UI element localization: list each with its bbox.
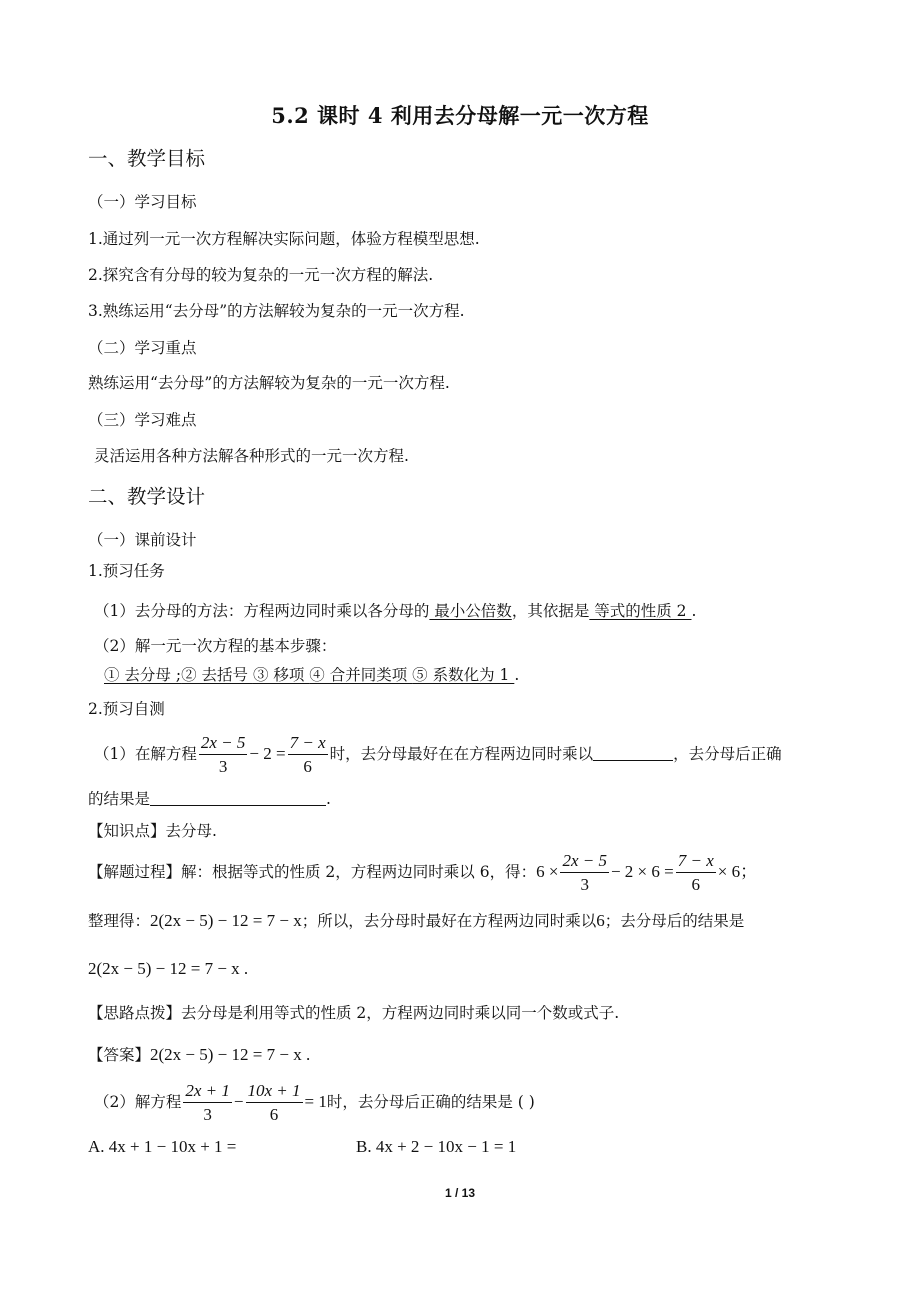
preview-item-2: （2）解一元一次方程的基本步骤： bbox=[94, 637, 337, 655]
result-equation: 2(2x − 5) − 12 = 7 − x . bbox=[88, 959, 249, 978]
process-frac1-denominator: 3 bbox=[580, 875, 589, 894]
q1-suffix-2: ，去分母后正确 bbox=[673, 745, 782, 763]
q2-frac2-denominator: 6 bbox=[269, 1105, 279, 1124]
process-fraction-1 bbox=[560, 851, 609, 895]
section-heading-design: 二、教学设计 bbox=[88, 485, 206, 508]
answer-equation: 2(2x − 5) − 12 = 7 − x . bbox=[150, 1045, 311, 1064]
q2-prefix: （2）解方程 bbox=[94, 1093, 182, 1111]
simplify-end: ；去分母后的结果是 bbox=[604, 912, 745, 930]
subheading-pre-class: （一）课前设计 bbox=[88, 531, 197, 549]
subheading-key-points: （二）学习重点 bbox=[88, 339, 197, 357]
step-item: ① 去分母 ; bbox=[104, 666, 182, 684]
subheading-learning-goals: （一）学习目标 bbox=[88, 193, 197, 211]
answer-blank bbox=[150, 789, 326, 806]
step-item: ④ 合并同类项 bbox=[309, 666, 413, 684]
q1-frac1-numerator: 2x − 5 bbox=[199, 733, 248, 755]
q1-frac2-numerator: 7 − x bbox=[288, 733, 328, 755]
q2-fraction-1 bbox=[183, 1081, 232, 1125]
item1-prefix: （1）去分母的方法：方程两边同时乘以各分母的 bbox=[94, 602, 430, 620]
item1-mid: ，其依据是 bbox=[511, 602, 590, 620]
q1-line2-end: . bbox=[326, 790, 331, 808]
steps-end: . bbox=[514, 666, 520, 684]
q2-frac1-denominator: 3 bbox=[203, 1105, 212, 1124]
option-b: B. 4x + 2 − 10x − 1 = 1 bbox=[356, 1137, 517, 1156]
process-prefix: 【解题过程】解：根据等式的性质 2，方程两边同时乘以 6，得： bbox=[88, 863, 537, 881]
q1-fraction-1 bbox=[199, 733, 248, 777]
process-frac2-denominator: 6 bbox=[691, 875, 700, 894]
page-number: 1 / 13 bbox=[444, 1186, 476, 1200]
step-item: ⑤ 系数化为 1 bbox=[412, 666, 515, 684]
simplify-line bbox=[88, 910, 744, 932]
option-a: A. 4x + 1 − 10x + 1 = bbox=[88, 1137, 237, 1156]
question-1 bbox=[94, 732, 782, 777]
step-item: ② 去括号 bbox=[181, 666, 253, 684]
solution-process bbox=[88, 850, 757, 895]
goal-item: 3.熟练运用“去分母”的方法解较为复杂的一元一次方程. bbox=[88, 302, 465, 320]
process-math-a: 6 × bbox=[536, 862, 559, 881]
thinking-hint: 【思路点拨】去分母是利用等式的性质 2，方程两边同时乘以同一个数或式子. bbox=[88, 1004, 620, 1022]
process-frac2-numerator: 7 − x bbox=[676, 851, 716, 873]
process-fraction-2 bbox=[676, 851, 716, 895]
knowledge-point: 【知识点】去分母. bbox=[88, 822, 217, 840]
difficulty-text: 灵活运用各种方法解各种形式的一元一次方程. bbox=[94, 447, 409, 465]
q1-prefix: （1）在解方程 bbox=[94, 745, 197, 763]
simplify-mid: ；所以，去分母时最好在方程两边同时乘以 bbox=[301, 912, 597, 930]
process-math-b: − 2 × 6 = bbox=[610, 862, 674, 881]
section-heading-goals: 一、教学目标 bbox=[88, 147, 206, 170]
document-title: 5.2 课时 4 利用去分母解一元一次方程 bbox=[271, 103, 649, 128]
simplify-six: 6 bbox=[596, 911, 605, 930]
process-math-c: × 6； bbox=[717, 862, 758, 881]
q1-frac1-denominator: 3 bbox=[218, 757, 228, 776]
goal-item: 1.通过列一元一次方程解决实际问题，体验方程模型思想. bbox=[88, 230, 480, 248]
preview-task-heading: 1.预习任务 bbox=[88, 562, 165, 580]
q2-suffix: 时，去分母后正确的结果是 ( ) bbox=[326, 1093, 535, 1111]
self-test-heading: 2.预习自测 bbox=[88, 700, 165, 718]
answer-prefix: 【答案】 bbox=[88, 1046, 151, 1064]
key-points-text: 熟练运用“去分母”的方法解较为复杂的一元一次方程. bbox=[88, 374, 450, 392]
q2-minus: − bbox=[233, 1092, 244, 1111]
q1-suffix: 时，去分母最好在在方程两边同时乘以 bbox=[329, 745, 594, 763]
q2-frac1-numerator: 2x + 1 bbox=[183, 1081, 232, 1103]
q1-fraction-2 bbox=[288, 733, 328, 777]
question-1-line-2 bbox=[88, 788, 331, 810]
simplify-prefix: 整理得： bbox=[88, 912, 151, 930]
simplify-equation: 2(2x − 5) − 12 = 7 − x bbox=[150, 911, 302, 930]
solving-steps bbox=[104, 664, 519, 686]
subheading-difficulty: （三）学习难点 bbox=[88, 411, 197, 429]
q2-equals: = 1 bbox=[304, 1092, 327, 1111]
q2-frac2-numerator: 10x + 1 bbox=[246, 1081, 303, 1103]
q1-line2: 的结果是 bbox=[88, 790, 151, 808]
answer-blank bbox=[593, 744, 673, 761]
answer-line bbox=[88, 1044, 310, 1066]
goal-item: 2.探究含有分母的较为复杂的一元一次方程的解法. bbox=[88, 266, 434, 284]
q2-fraction-2 bbox=[246, 1081, 303, 1125]
item1-end: . bbox=[691, 602, 697, 620]
item1-answer-lcm: 最小公倍数 bbox=[429, 602, 512, 620]
item1-answer-property: 等式的性质 2 bbox=[589, 602, 692, 620]
q1-middle: − 2 = bbox=[249, 744, 286, 763]
step-item: ③ 移项 bbox=[252, 666, 310, 684]
question-2 bbox=[94, 1080, 535, 1125]
q1-frac2-denominator: 6 bbox=[303, 757, 312, 776]
process-frac1-numerator: 2x − 5 bbox=[560, 851, 609, 873]
preview-item-1 bbox=[94, 600, 696, 622]
